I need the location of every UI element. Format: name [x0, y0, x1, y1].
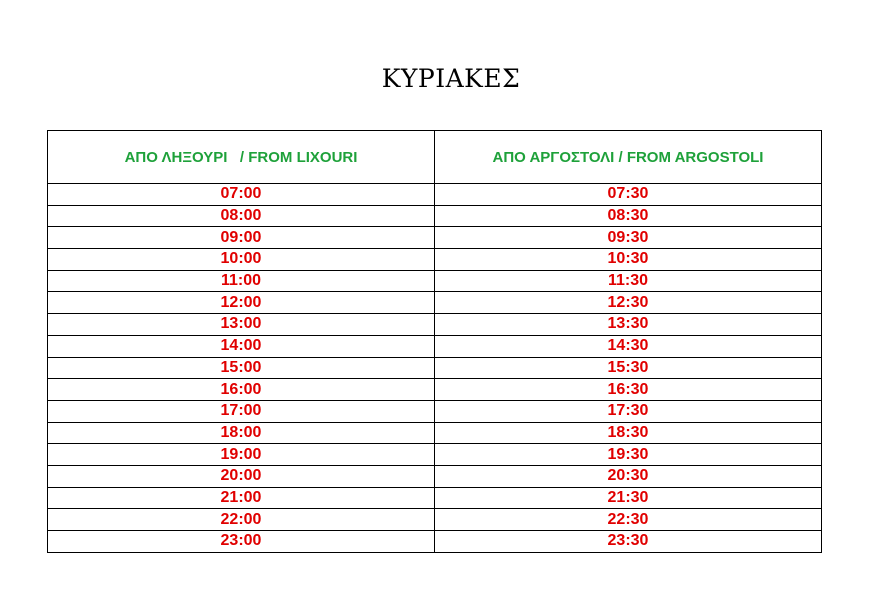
- departure-time-argostoli: 07:30: [435, 184, 822, 206]
- table-row: [48, 314, 822, 336]
- column-header-from-lixouri: ΑΠΟ ΛΗΞΟΥΡΙ / FROM LIXOURI: [48, 131, 435, 184]
- departure-time-lixouri: 22:00: [48, 509, 435, 531]
- departure-time-argostoli: 11:30: [435, 270, 822, 292]
- departure-time-lixouri: 15:00: [48, 357, 435, 379]
- departure-time-lixouri: 17:00: [48, 400, 435, 422]
- table-header-row: [48, 131, 822, 184]
- departure-time-lixouri: 12:00: [48, 292, 435, 314]
- departure-time-lixouri: 10:00: [48, 249, 435, 271]
- departure-time-lixouri: 20:00: [48, 465, 435, 487]
- schedule-body: [48, 184, 822, 553]
- table-row: [48, 205, 822, 227]
- table-row: [48, 292, 822, 314]
- departure-time-lixouri: 11:00: [48, 270, 435, 292]
- table-row: [48, 444, 822, 466]
- table-row: [48, 379, 822, 401]
- table-row: [48, 509, 822, 531]
- departure-time-lixouri: 19:00: [48, 444, 435, 466]
- departure-time-argostoli: 16:30: [435, 379, 822, 401]
- table-row: [48, 335, 822, 357]
- departure-time-argostoli: 13:30: [435, 314, 822, 336]
- table-row: [48, 357, 822, 379]
- departure-time-argostoli: 10:30: [435, 249, 822, 271]
- table-row: [48, 249, 822, 271]
- departure-time-argostoli: 12:30: [435, 292, 822, 314]
- departure-time-lixouri: 23:00: [48, 531, 435, 553]
- table-row: [48, 465, 822, 487]
- departure-time-argostoli: 22:30: [435, 509, 822, 531]
- table-row: [48, 487, 822, 509]
- departure-time-lixouri: 14:00: [48, 335, 435, 357]
- departure-time-argostoli: 20:30: [435, 465, 822, 487]
- departure-time-lixouri: 16:00: [48, 379, 435, 401]
- table-row: [48, 227, 822, 249]
- departure-time-lixouri: 09:00: [48, 227, 435, 249]
- departure-time-lixouri: 07:00: [48, 184, 435, 206]
- departure-time-argostoli: 23:30: [435, 531, 822, 553]
- departure-time-argostoli: 21:30: [435, 487, 822, 509]
- table-row: [48, 400, 822, 422]
- departure-time-lixouri: 08:00: [48, 205, 435, 227]
- departure-time-argostoli: 18:30: [435, 422, 822, 444]
- departure-time-argostoli: 19:30: [435, 444, 822, 466]
- departure-time-argostoli: 09:30: [435, 227, 822, 249]
- table-row: [48, 422, 822, 444]
- table-row: [48, 184, 822, 206]
- column-header-from-argostoli: ΑΠΟ ΑΡΓΟΣΤΟΛΙ / FROM ARGOSTOLI: [435, 131, 822, 184]
- table-row: [48, 270, 822, 292]
- departure-time-lixouri: 21:00: [48, 487, 435, 509]
- schedule-table: [47, 130, 822, 553]
- departure-time-lixouri: 13:00: [48, 314, 435, 336]
- departure-time-argostoli: 14:30: [435, 335, 822, 357]
- departure-time-lixouri: 18:00: [48, 422, 435, 444]
- table-row: [48, 531, 822, 553]
- departure-time-argostoli: 15:30: [435, 357, 822, 379]
- departure-time-argostoli: 17:30: [435, 400, 822, 422]
- page-title: ΚΥΡΙΑΚΕΣ: [381, 64, 521, 93]
- departure-time-argostoli: 08:30: [435, 205, 822, 227]
